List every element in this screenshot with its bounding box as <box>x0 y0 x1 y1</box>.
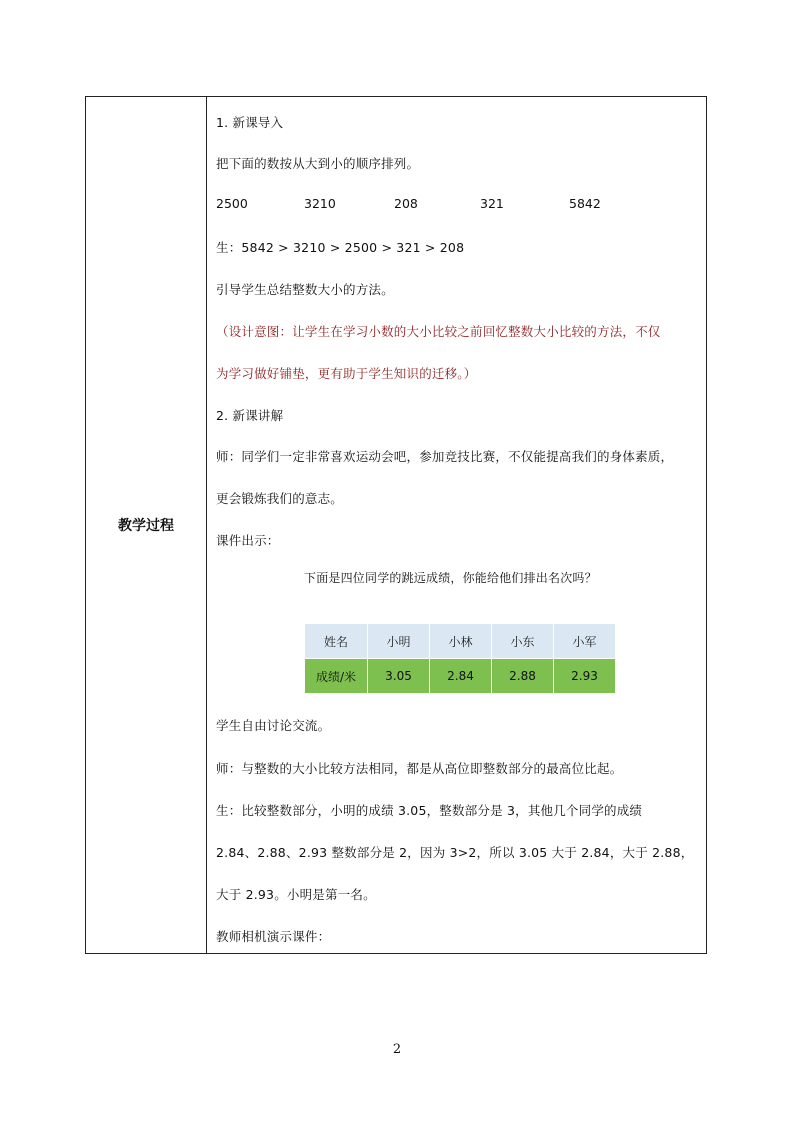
table-header-row <box>305 624 616 659</box>
column-divider <box>206 97 207 953</box>
table-cell: 2.84 <box>430 659 492 694</box>
table-header-cell: 小东 <box>492 624 554 659</box>
student-line1: 生：比较整数部分，小明的成绩 3.05，整数部分是 3，其他几个同学的成绩 <box>216 803 643 818</box>
table-cell: 2.88 <box>492 659 554 694</box>
intro-instruction: 把下面的数按从大到小的顺序排列。 <box>216 156 420 171</box>
table-header-cell: 姓名 <box>305 624 368 659</box>
discussion-line: 学生自由讨论交流。 <box>216 718 331 733</box>
teacher-line2: 更会锻炼我们的意志。 <box>216 491 344 506</box>
lesson-heading: 2. 新课讲解 <box>216 408 284 423</box>
question-text: 下面是四位同学的跳远成绩，你能给他们排出名次吗？ <box>304 571 597 585</box>
table-cell: 2.93 <box>554 659 616 694</box>
intro-guide: 引导学生总结整数大小的方法。 <box>216 282 394 297</box>
table-cell: 成绩/米 <box>305 659 368 694</box>
courseware-label: 课件出示： <box>216 533 280 548</box>
student-line2: 2.84、2.88、2.93 整数部分是 2，因为 3>2，所以 3.05 大于 2.84，大于 2.88， <box>216 845 694 860</box>
jump-results-table <box>304 623 616 694</box>
section-label: 教学过程 <box>118 518 174 534</box>
teacher-line1: 师：同学们一定非常喜欢运动会吧，参加竞技比赛，不仅能提高我们的身体素质， <box>216 449 674 464</box>
number-item: 321 <box>480 196 504 211</box>
intro-heading: 1. 新课导入 <box>216 115 284 130</box>
lesson-table <box>85 96 707 954</box>
student-line3: 大于 2.93。小明是第一名。 <box>216 887 376 902</box>
teacher-explanation: 师：与整数的大小比较方法相同，都是从高位即整数部分的最高位比起。 <box>216 761 623 776</box>
number-item: 208 <box>394 196 418 211</box>
table-header-cell: 小林 <box>430 624 492 659</box>
table-row <box>305 659 616 694</box>
page-number: 2 <box>392 1042 402 1057</box>
table-header-cell: 小军 <box>554 624 616 659</box>
demo-line: 教师相机演示课件： <box>216 929 331 944</box>
table-cell: 3.05 <box>368 659 430 694</box>
number-item: 3210 <box>304 196 336 211</box>
number-item: 2500 <box>216 196 248 211</box>
design-intent-line2: 为学习做好铺垫，更有助于学生知识的迁移。） <box>216 366 477 381</box>
intro-answer: 生：5842 > 3210 > 2500 > 321 > 208 <box>216 240 465 255</box>
number-item: 5842 <box>569 196 601 211</box>
design-intent-line1: （设计意图：让学生在学习小数的大小比较之前回忆整数大小比较的方法，不仅 <box>216 324 661 339</box>
table-header-cell: 小明 <box>368 624 430 659</box>
